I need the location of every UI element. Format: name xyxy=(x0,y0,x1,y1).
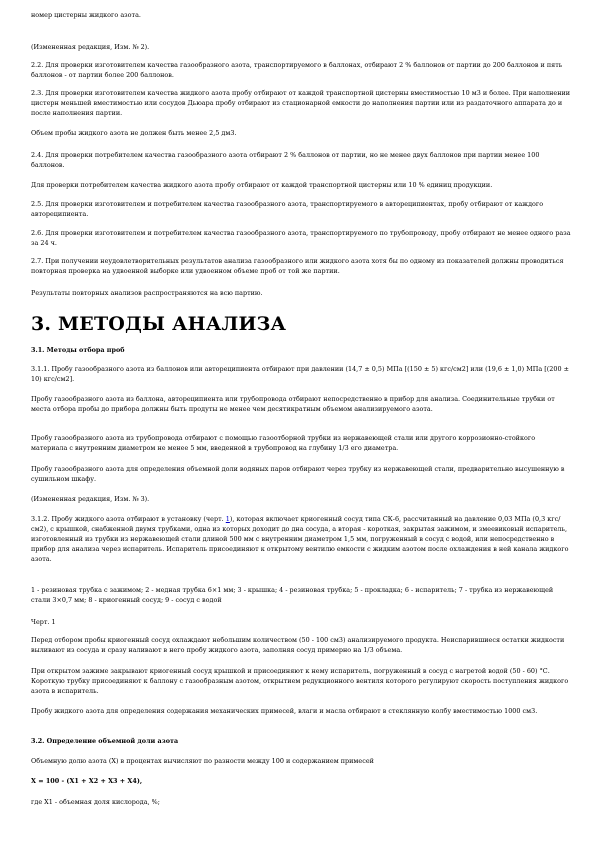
water-vapor-sampling-paragraph: Пробу газообразного азота для определения объемной доли водяных паров отбирают через трубку из нержавеющей стали, предварительно высушенную в сушильном шкафу. xyxy=(31,465,565,483)
subsection-3-2-title: 3.2. Определение объемной доли азота xyxy=(31,737,179,745)
clause-2-5: 2.5. Для проверки изготовителем и потребителем качества газообразного азота, транспортируемого в автореципиентах, пробу отбирают от каждого автореципиента. xyxy=(31,200,544,218)
impurities-sampling-paragraph: Пробу жидкого азота для определения содержания механических примесей, влаги и масла отбирают в стеклянную колбу вместимостью 1000 см3. xyxy=(31,707,538,715)
clause-2-6: 2.6. Для проверки изготовителем и потребителем качества газообразного азота, транспортируемого по трубопроводу, пробу отбирают не менее одного раза за 24 ч. xyxy=(31,229,571,247)
evaporator-paragraph: При открытом зажиме закрывают криогенный сосуд крышкой и присоединяют к нему испаритель, погруженный в сосуд с нагретой водой (50 - 60) °С. Короткую трубку присоединяют к баллону с газообразным азотом, открытием редукционного вентиля которого регулируют скорость поступления жидкого азота в испаритель. xyxy=(31,667,569,695)
formula-definition: где X1 - объемная доля кислорода, %; xyxy=(31,798,160,806)
drawing-legend: 1 - резиновая трубка с зажимом; 2 - медная трубка 6×1 мм; 3 - крышка; 4 - резиновая трубка; 5 - прокладка; 6 - испаритель; 7 - трубка из нержавеющей стали 3×0,7 мм; 8 - криогенный сосуд; 9 - сосуд с водой xyxy=(31,586,554,604)
volume-fraction-paragraph: Объемную долю азота (X) в процентах вычисляют по разности между 100 и содержанием примесей xyxy=(31,757,374,765)
formula: X = 100 - (X1 + X2 + X3 + X4), xyxy=(31,777,143,785)
clause-3-1-2-text-end: ), которая включает криогенный сосуд типа СК-6, рассчитанный на давление 0,03 МПа (0,3 кгс/см2), с крышкой, снабженной двумя трубками, одна из которых доходит до дна сосуда, а вторая - короткая, закрытая зажимом, и змеевиковый испаритель, изготовленный из трубки из нержавеющей стали длиной 500 мм с внутренним диаметром 1,5 мм, погруженный в сосуд с водой, или непосредственно в прибор для анализа через испаритель. Испаритель присоединяют к открытому вентилю емкости с жидким азотом после охлаждения в ней канала жидкого азота. xyxy=(31,515,569,563)
cooling-paragraph: Перед отбором пробы криогенный сосуд охлаждают небольшим количеством (50 - 100 см3) анализируемого продукта. Неиспарившиеся остатки жидкости выливают из сосуда и сразу наливают в него пробу жидкого азота, заполняя сосуд примерно на 1/3 объема. xyxy=(31,636,565,654)
clause-2-2: 2.2. Для проверки изготовителем качества газообразного азота, транспортируемого в баллонах, отбирают 2 % баллонов от партии до 200 баллонов и пять баллонов - от партии более 200 баллонов. xyxy=(31,61,563,79)
clause-2-3: 2.3. Для проверки изготовителем качества жидкого азота пробу отбирают от каждой транспортной цистерны вместимостью 10 м3 и более. При наполнении цистерн меньшей вместимостью или сосудов Дьюара пробу отбирают из стационарной емкости до наполнения партии или из раздаточного аппарата до и после наполнения партии. xyxy=(31,89,571,117)
sample-volume-paragraph: Объем пробы жидкого азота не должен быть менее 2,5 дм3. xyxy=(31,129,237,137)
revision-note-3: (Измененная редакция, Изм. № 3). xyxy=(31,495,150,503)
section-heading: 3. МЕТОДЫ АНАЛИЗА xyxy=(31,313,287,335)
clause-3-1-1: 3.1.1. Пробу газообразного азота из баллонов или автореципиента отбирают при давлении (14,7 ± 0,5) МПа [(150 ± 5) кгс/см2] или (19,6 ± 1,0) МПа [(200 ± 10) кгс/см2]. xyxy=(31,365,569,383)
clause-3-1-2-text-start: 3.1.2. Пробу жидкого азота отбирают в установку (черт. xyxy=(31,515,226,523)
repeat-analysis-paragraph: Результаты повторных анализов распространяются на всю партию. xyxy=(31,289,263,297)
clause-2-4: 2.4. Для проверки потребителем качества газообразного азота отбирают 2 % баллонов от партии, но не менее двух баллонов при партии менее 100 баллонов. xyxy=(31,151,540,169)
gas-sampling-paragraph: Пробу газообразного азота из баллона, автореципиента или трубопровода отбирают непосредственно в прибор для анализа. Соединительные трубки от места отбора пробы до прибора должны быть продуты не менее чем десятикратным объемом анализируемого азота. xyxy=(31,395,555,413)
drawing-caption: Черт. 1 xyxy=(31,618,56,626)
subsection-3-1-title: 3.1. Методы отбора проб xyxy=(31,346,125,354)
clause-3-1-2 xyxy=(31,514,571,564)
consumer-liquid-paragraph: Для проверки потребителем качества жидкого азота пробу отбирают от каждой транспортной цистерны или 10 % единиц продукции. xyxy=(31,181,493,189)
pipeline-sampling-paragraph: Пробу газообразного азота из трубопровода отбирают с помощью газоотборной трубки из нержавеющей стали или другого коррозионно-стойкого материала с внутренним диаметром не менее 5 мм, введенной в трубопровод на глубину 1/3 его диаметра. xyxy=(31,434,536,452)
drawing-1-link[interactable]: 1 xyxy=(225,515,230,523)
paragraph-tank-number: номер цистерны жидкого азота. xyxy=(31,11,141,19)
revision-note: (Измененная редакция, Изм. № 2). xyxy=(31,43,150,51)
clause-2-7: 2.7. При получении неудовлетворительных результатов анализа газообразного или жидкого азота хотя бы по одному из показателей должны проводиться повторная проверка на удвоенной выборке или удвоенном объеме проб от той же партии. xyxy=(31,257,564,275)
